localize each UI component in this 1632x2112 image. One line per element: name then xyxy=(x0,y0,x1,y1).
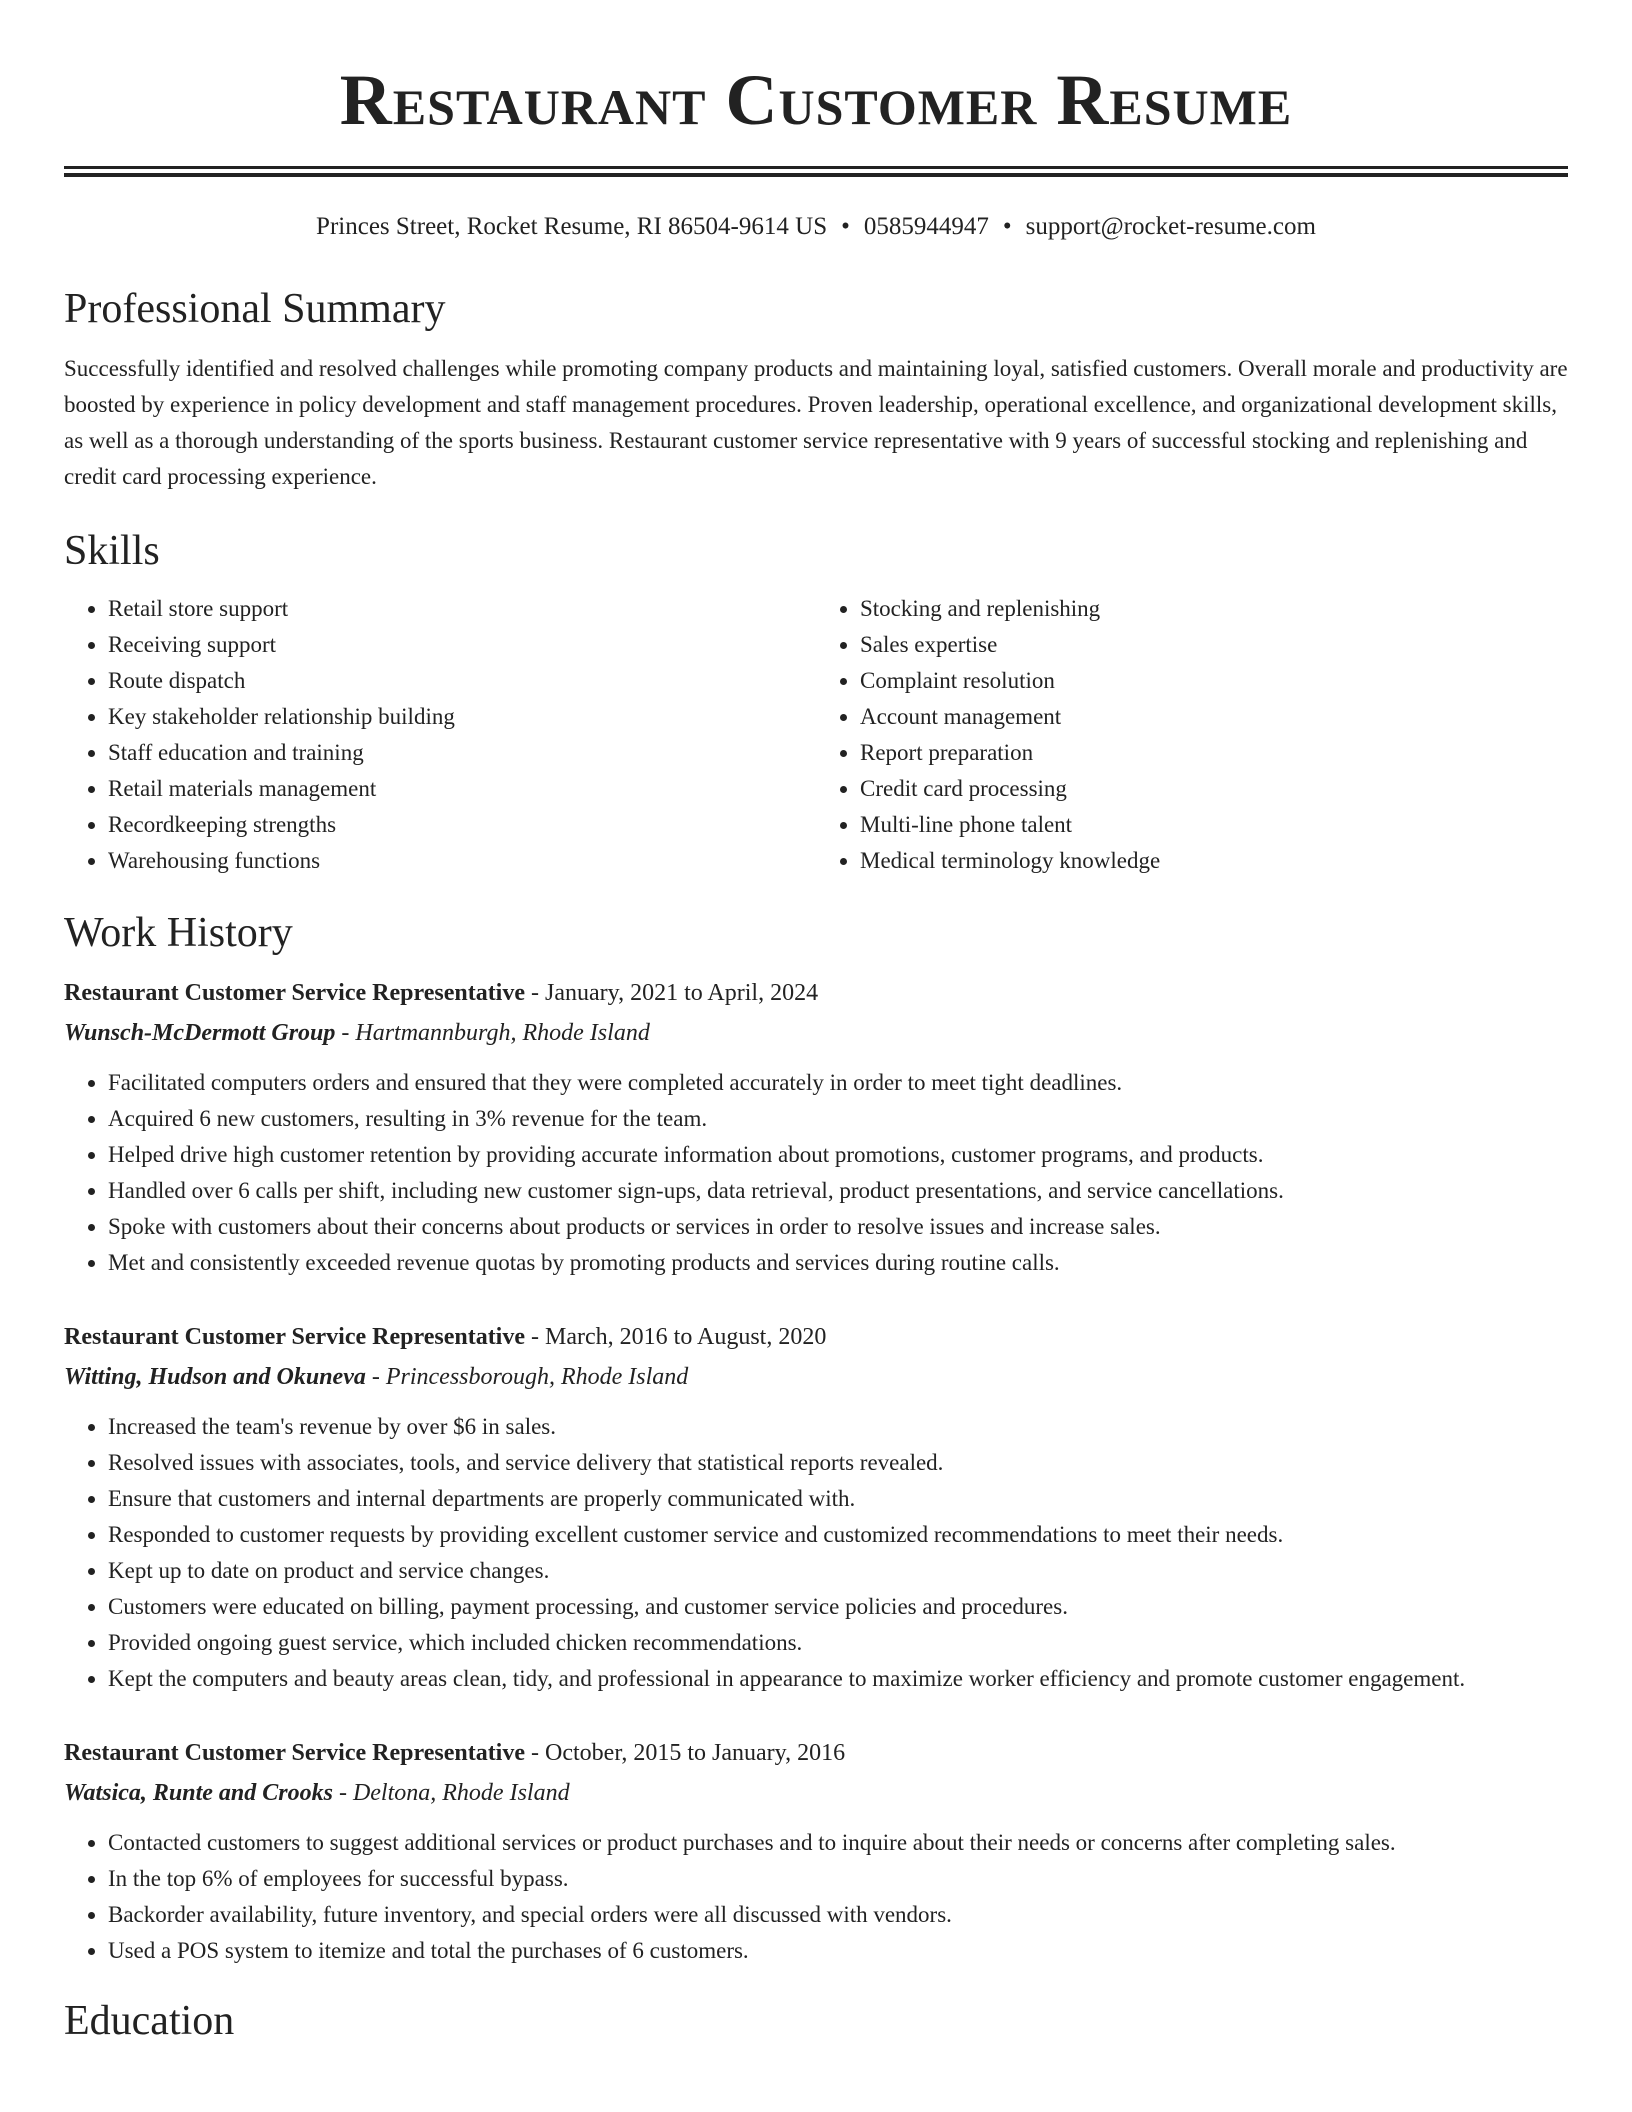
job-bullet: • Customers were educated on billing, payment processing, and customer service policies and procedures. xyxy=(108,1589,1568,1625)
job-entry xyxy=(64,1317,1568,1697)
resume-title: Restaurant Customer Resume xyxy=(339,60,1293,140)
contact-separator: • xyxy=(1002,213,1012,240)
skill-item: • Retail materials management xyxy=(108,771,816,807)
work-history-heading: Work History xyxy=(64,910,293,956)
job-location: - Princessborough, Rhode Island xyxy=(365,1364,689,1390)
contact-line xyxy=(64,211,1568,243)
job-bullet: • Contacted customers to suggest additional services or product purchases and to inquire about their needs or concerns after completing sales. xyxy=(108,1825,1568,1861)
job-location: - Hartmannburgh, Rhode Island xyxy=(335,1020,650,1046)
contact-separator: • xyxy=(841,213,850,240)
job-bullet: • Used a POS system to itemize and total the purchases of 6 customers. xyxy=(108,1933,1568,1969)
skills-list xyxy=(64,591,1568,879)
job-location: - Deltona, Rhode Island xyxy=(332,1780,570,1806)
job-position: Restaurant Customer Service Representative xyxy=(64,1324,526,1350)
job-bullet: • Helped drive high customer retention by providing accurate information about promotions, customer programs, and products. xyxy=(108,1137,1568,1173)
job-header xyxy=(64,1733,1568,1773)
job-dates: - March, 2016 to August, 2020 xyxy=(525,1324,827,1350)
contact-email: support@rocket-resume.com xyxy=(1025,213,1316,240)
job-bullets xyxy=(64,1409,1568,1697)
job-company-line xyxy=(64,1013,1568,1053)
job-bullet: • Backorder availability, future inventory, and special orders were all discussed with vendors. xyxy=(108,1897,1568,1933)
skill-item: • Warehousing functions xyxy=(108,843,816,879)
skill-item: • Credit card processing xyxy=(860,771,1568,807)
education-heading: Education xyxy=(64,1998,235,2044)
job-entry xyxy=(64,1733,1568,1969)
skill-item: • Recordkeeping strengths xyxy=(108,807,816,843)
skill-item: • Multi-line phone talent xyxy=(860,807,1568,843)
job-bullets xyxy=(64,1825,1568,1969)
job-dates: - January, 2021 to April, 2024 xyxy=(525,980,819,1006)
job-company-line xyxy=(64,1773,1568,1813)
skill-item: • Receiving support xyxy=(108,627,816,663)
skill-item: • Account management xyxy=(860,699,1568,735)
contact-address: Princes Street, Rocket Resume, RI 86504-9614 US xyxy=(316,213,828,240)
job-company: Watsica, Runte and Crooks xyxy=(64,1780,333,1806)
skill-item: • Stocking and replenishing xyxy=(860,591,1568,627)
job-bullet: • Provided ongoing guest service, which included chicken recommendations. xyxy=(108,1625,1568,1661)
skills-heading: Skills xyxy=(64,528,160,574)
skill-item: • Report preparation xyxy=(860,735,1568,771)
job-bullet: • Met and consistently exceeded revenue quotas by promoting products and services during routine calls. xyxy=(108,1245,1568,1281)
job-header xyxy=(64,1317,1568,1357)
skill-item: • Key stakeholder relationship building xyxy=(108,699,816,735)
job-company: Witting, Hudson and Okuneva xyxy=(64,1364,366,1390)
job-bullet: • Handled over 6 calls per shift, including new customer sign-ups, data retrieval, product presentations, and service cancellations. xyxy=(108,1173,1568,1209)
skills-column-right xyxy=(816,591,1568,879)
job-entry xyxy=(64,973,1568,1281)
title-divider xyxy=(64,166,1568,177)
skill-item: • Sales expertise xyxy=(860,627,1568,663)
skill-item: • Retail store support xyxy=(108,591,816,627)
job-company-line xyxy=(64,1357,1568,1397)
job-bullet: • Acquired 6 new customers, resulting in 3% revenue for the team. xyxy=(108,1101,1568,1137)
summary-text: Successfully identified and resolved challenges while promoting company products and maintaining loyal, satisfied customers. Overall morale and productivity are boosted by experience in policy development and staff management procedures. Proven leadership, operational excellence, and organizational development skills, as well as a thorough understanding of the sports business. Restaurant customer service representative with 9 years of successful stocking and replenishing and credit card processing experience. xyxy=(64,356,1568,489)
contact-phone: 0585944947 xyxy=(863,213,989,240)
job-bullet: • Kept the computers and beauty areas clean, tidy, and professional in appearance to maximize worker efficiency and promote customer engagement. xyxy=(108,1661,1568,1697)
skill-item: • Staff education and training xyxy=(108,735,816,771)
job-bullets xyxy=(64,1065,1568,1281)
job-dates: - October, 2015 to January, 2016 xyxy=(525,1740,846,1766)
job-bullet: • Responded to customer requests by providing excellent customer service and customized recommendations to meet their needs. xyxy=(108,1517,1568,1553)
skill-item: • Route dispatch xyxy=(108,663,816,699)
job-header xyxy=(64,973,1568,1013)
job-bullet: • Facilitated computers orders and ensured that they were completed accurately in order to meet tight deadlines. xyxy=(108,1065,1568,1101)
job-bullet: • Ensure that customers and internal departments are properly communicated with. xyxy=(108,1481,1568,1517)
skill-item: • Complaint resolution xyxy=(860,663,1568,699)
skill-item: • Medical terminology knowledge xyxy=(860,843,1568,879)
job-bullet: • Resolved issues with associates, tools, and service delivery that statistical reports revealed. xyxy=(108,1445,1568,1481)
job-position: Restaurant Customer Service Representative xyxy=(64,1740,526,1766)
job-company: Wunsch-McDermott Group xyxy=(64,1020,336,1046)
job-bullet: • Increased the team's revenue by over $6 in sales. xyxy=(108,1409,1568,1445)
job-bullet: • Kept up to date on product and service changes. xyxy=(108,1553,1568,1589)
summary-heading: Professional Summary xyxy=(64,286,446,332)
job-position: Restaurant Customer Service Representative xyxy=(64,980,526,1006)
skills-column-left xyxy=(64,591,816,879)
job-bullet: • In the top 6% of employees for successful bypass. xyxy=(108,1861,1568,1897)
job-bullet: • Spoke with customers about their concerns about products or services in order to resolve issues and increase sales. xyxy=(108,1209,1568,1245)
